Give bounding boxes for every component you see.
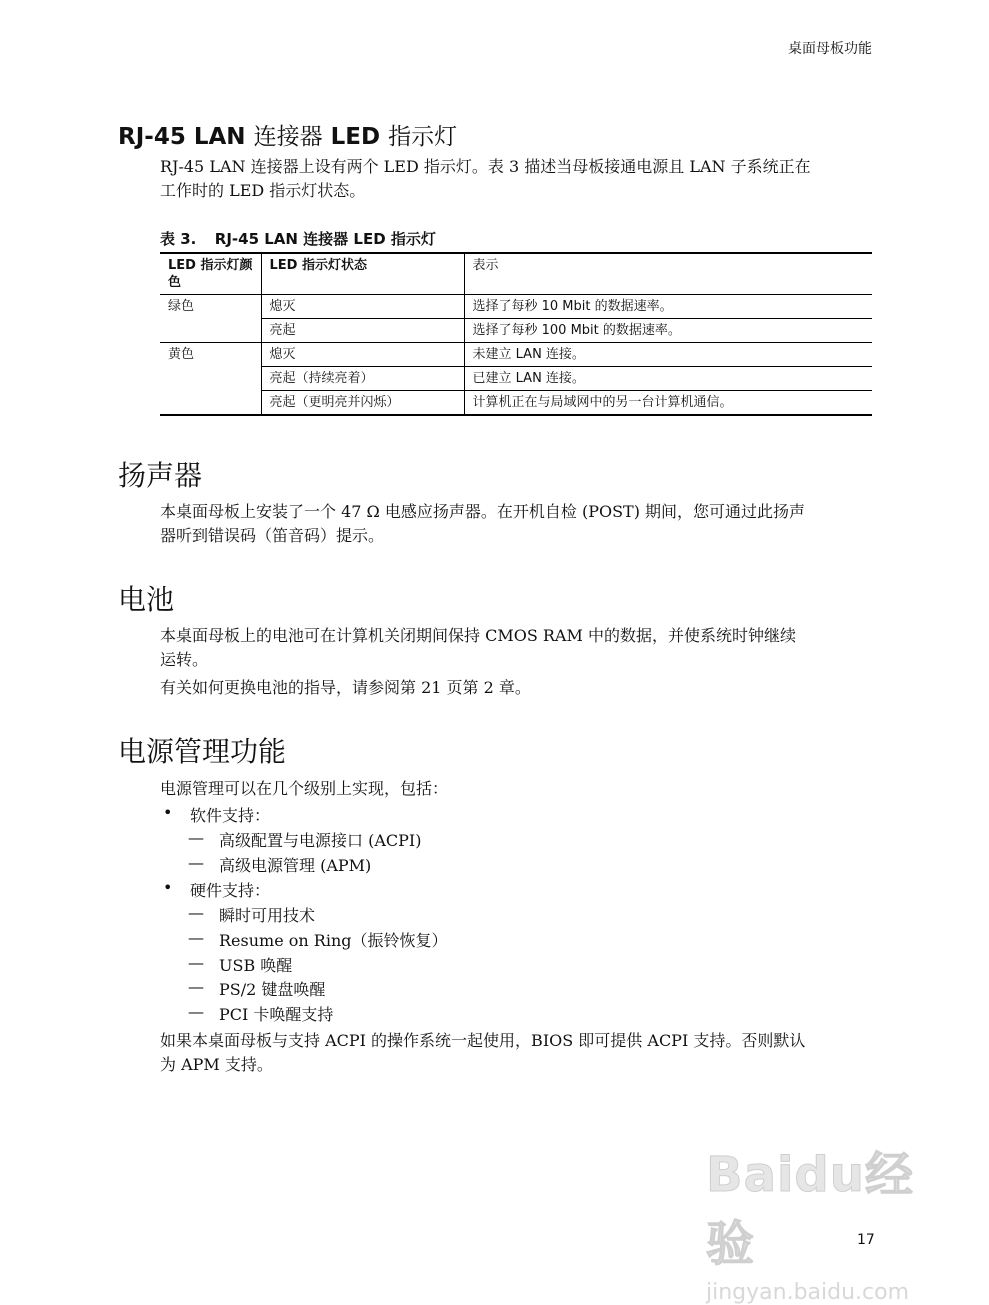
bullet-glyph: •	[163, 803, 173, 822]
table-cell: 黄色	[168, 347, 195, 362]
dash-glyph: —	[188, 853, 204, 872]
table-row	[160, 391, 872, 416]
table-row	[160, 319, 872, 343]
watermark-logo-text: Baidu经验	[706, 1147, 914, 1272]
table-cell: 计算机正在与局域网中的另一台计算机通信。	[464, 391, 872, 416]
software-item: 高级电源管理 (APM)	[219, 856, 372, 875]
led-table	[160, 252, 872, 416]
table-caption	[160, 228, 436, 249]
table-cell: 亮起（更明亮并闪烁）	[261, 391, 464, 416]
bullet-glyph: •	[163, 878, 173, 897]
hardware-item: PS/2 键盘唤醒	[219, 980, 326, 999]
title-part: LED	[330, 124, 381, 150]
hardware-item: USB 唤醒	[219, 956, 293, 975]
table-cell: 熄灭	[261, 343, 464, 367]
table-caption-title: RJ-45 LAN 连接器 LED 指示灯	[214, 230, 436, 248]
dash-glyph: —	[188, 903, 204, 922]
table-caption-number: 表 3.	[160, 230, 197, 248]
battery-paragraph-line: 有关如何更换电池的指导，请参阅第 21 页第 2 章。	[160, 678, 531, 697]
speaker-paragraph-line: 器听到错误码（笛音码）提示。	[160, 526, 385, 545]
power-outro-line: 为 APM 支持。	[160, 1055, 273, 1074]
table-header-cell: 表示	[464, 253, 872, 295]
page-number: 17	[857, 1232, 875, 1248]
table-header-cell: LED 指示灯颜色	[168, 258, 253, 290]
table-cell: 熄灭	[261, 295, 464, 319]
battery-paragraph-line: 运转。	[160, 650, 209, 669]
table-cell: 选择了每秒 10 Mbit 的数据速率。	[464, 295, 872, 319]
table-cell: 绿色	[168, 299, 195, 314]
table-cell: 亮起	[261, 319, 464, 343]
table-row	[160, 367, 872, 391]
hardware-item: Resume on Ring（振铃恢复）	[219, 931, 448, 950]
table-cell: 亮起（持续亮着）	[261, 367, 464, 391]
watermark-url: jingyan.baidu.com	[706, 1280, 910, 1305]
software-support-label: 软件支持：	[190, 806, 271, 825]
table-header-row	[160, 253, 872, 295]
running-header: 桌面母板功能	[788, 41, 872, 57]
baidu-watermark	[706, 1136, 926, 1305]
title-part: 连接器	[253, 124, 323, 150]
section-title-speaker: 扬声器	[118, 459, 203, 492]
title-part: RJ-45 LAN	[118, 124, 246, 150]
speaker-paragraph-line: 本桌面母板上安装了一个 47 Ω 电感应扬声器。在开机自检 (POST) 期间，您可通过此扬声	[160, 502, 806, 521]
hardware-item: PCI 卡唤醒支持	[219, 1005, 334, 1024]
section-title-battery: 电池	[118, 583, 175, 616]
title-part: 指示灯	[388, 124, 458, 150]
section-title-power: 电源管理功能	[118, 735, 287, 768]
table-cell: 未建立 LAN 连接。	[464, 343, 872, 367]
table-cell	[160, 367, 261, 391]
table-row	[160, 343, 872, 367]
power-outro-line: 如果本桌面母板与支持 ACPI 的操作系统一起使用，BIOS 即可提供 ACPI 支持。否则默认	[160, 1031, 806, 1050]
dash-glyph: —	[188, 977, 204, 996]
table-cell	[160, 319, 261, 343]
rj45-paragraph-line: RJ-45 LAN 连接器上设有两个 LED 指示灯。表 3 描述当母板接通电源且 LAN 子系统正在	[160, 157, 811, 176]
battery-paragraph-line: 本桌面母板上的电池可在计算机关闭期间保持 CMOS RAM 中的数据，并使系统时钟继续	[160, 626, 796, 645]
power-intro: 电源管理可以在几个级别上实现，包括：	[160, 779, 449, 798]
hardware-support-label: 硬件支持：	[190, 881, 271, 900]
table-cell	[160, 391, 261, 416]
hardware-item: 瞬时可用技术	[219, 906, 316, 925]
table-cell: 选择了每秒 100 Mbit 的数据速率。	[464, 319, 872, 343]
table-cell: 已建立 LAN 连接。	[464, 367, 872, 391]
table-row	[160, 295, 872, 319]
software-item: 高级配置与电源接口 (ACPI)	[219, 831, 422, 850]
dash-glyph: —	[188, 928, 204, 947]
dash-glyph: —	[188, 953, 204, 972]
dash-glyph: —	[188, 828, 204, 847]
section-title-rj45	[118, 118, 457, 151]
rj45-paragraph-line: 工作时的 LED 指示灯状态。	[160, 181, 366, 200]
dash-glyph: —	[188, 1002, 204, 1021]
table-header-cell: LED 指示灯状态	[261, 253, 464, 295]
